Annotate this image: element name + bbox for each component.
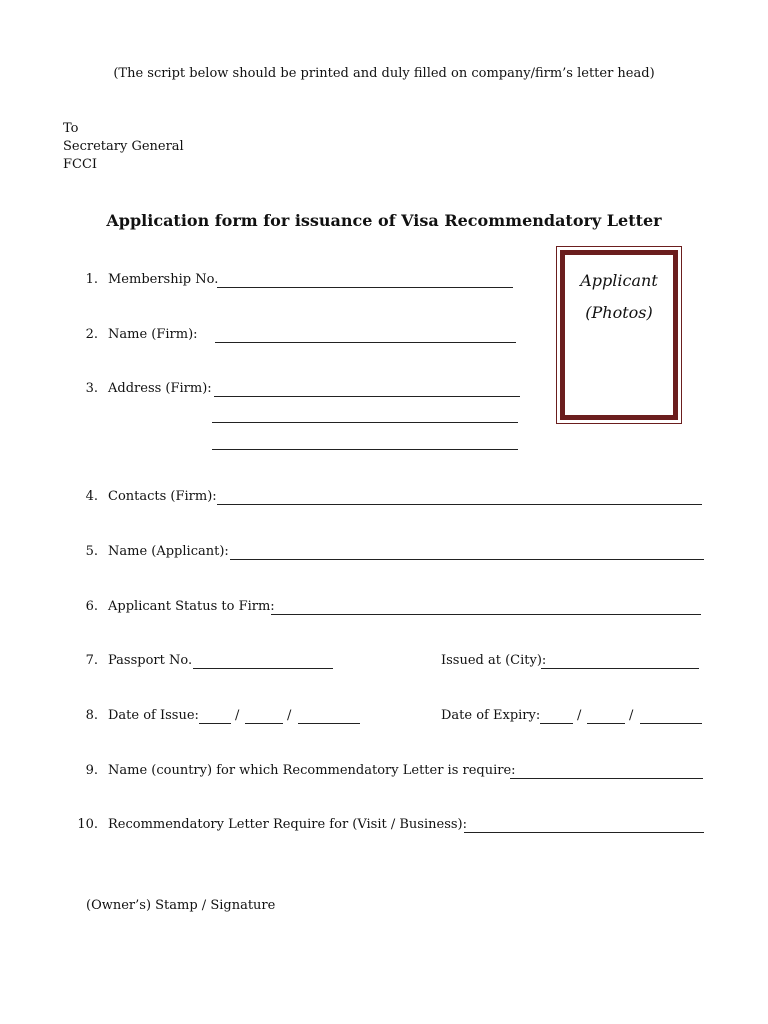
field-number: 5. [85, 544, 98, 559]
photo-box-sublabel: (Photos) [585, 303, 653, 322]
applicant-status-label: Applicant Status to Firm: [108, 599, 275, 614]
firm-name-field[interactable] [215, 342, 516, 343]
firm-contacts-field[interactable] [217, 504, 702, 505]
expiry-day-field[interactable] [540, 723, 573, 724]
field-number: 3. [85, 381, 98, 396]
date-separator: / [235, 708, 240, 723]
issue-year-field[interactable] [298, 723, 360, 724]
date-of-expiry-label: Date of Expiry: [441, 708, 541, 723]
expiry-month-field[interactable] [587, 723, 625, 724]
purpose-field[interactable] [464, 832, 704, 833]
recipient-to: To [63, 121, 79, 136]
form-title: Application form for issuance of Visa Recommendatory Letter [106, 211, 662, 230]
purpose-label: Recommendatory Letter Require for (Visit / Business): [108, 817, 467, 832]
applicant-photo-box [556, 246, 682, 424]
applicant-name-field[interactable] [230, 559, 704, 560]
membership-no-label: Membership No. [108, 272, 219, 287]
passport-no-field[interactable] [193, 668, 333, 669]
stamp-signature-label: (Owner’s) Stamp / Signature [86, 898, 276, 913]
applicant-name-label: Name (Applicant): [108, 544, 229, 559]
field-number: 7. [85, 653, 98, 668]
expiry-year-field[interactable] [640, 723, 702, 724]
country-label: Name (country) for which Recommendatory Letter is require: [108, 763, 516, 778]
country-field[interactable] [510, 778, 703, 779]
field-number: 6. [85, 599, 98, 614]
firm-name-label: Name (Firm): [108, 327, 198, 342]
issue-day-field[interactable] [199, 723, 231, 724]
firm-address-label: Address (Firm): [108, 381, 212, 396]
issued-at-label: Issued at (City): [441, 653, 547, 668]
issue-month-field[interactable] [245, 723, 283, 724]
applicant-status-field[interactable] [271, 614, 701, 615]
header-note: (The script below should be printed and duly filled on company/firm’s letter head) [113, 66, 655, 81]
issued-at-field[interactable] [541, 668, 699, 669]
date-separator: / [287, 708, 292, 723]
field-number: 2. [85, 327, 98, 342]
date-separator: / [629, 708, 634, 723]
firm-contacts-label: Contacts (Firm): [108, 489, 217, 504]
firm-address-field-line-3[interactable] [212, 449, 518, 450]
date-of-issue-label: Date of Issue: [108, 708, 199, 723]
field-number: 10. [77, 817, 98, 832]
date-separator: / [577, 708, 582, 723]
applicant-photo-frame [560, 250, 678, 420]
recipient-title: Secretary General [63, 139, 184, 154]
firm-address-field-line-1[interactable] [214, 396, 520, 397]
passport-no-label: Passport No. [108, 653, 193, 668]
field-number: 8. [85, 708, 98, 723]
membership-no-field[interactable] [217, 287, 513, 288]
field-number: 4. [85, 489, 98, 504]
recipient-org: FCCI [63, 157, 98, 172]
field-number: 1. [85, 272, 98, 287]
photo-box-label: Applicant [580, 271, 658, 290]
field-number: 9. [85, 763, 98, 778]
firm-address-field-line-2[interactable] [212, 422, 518, 423]
